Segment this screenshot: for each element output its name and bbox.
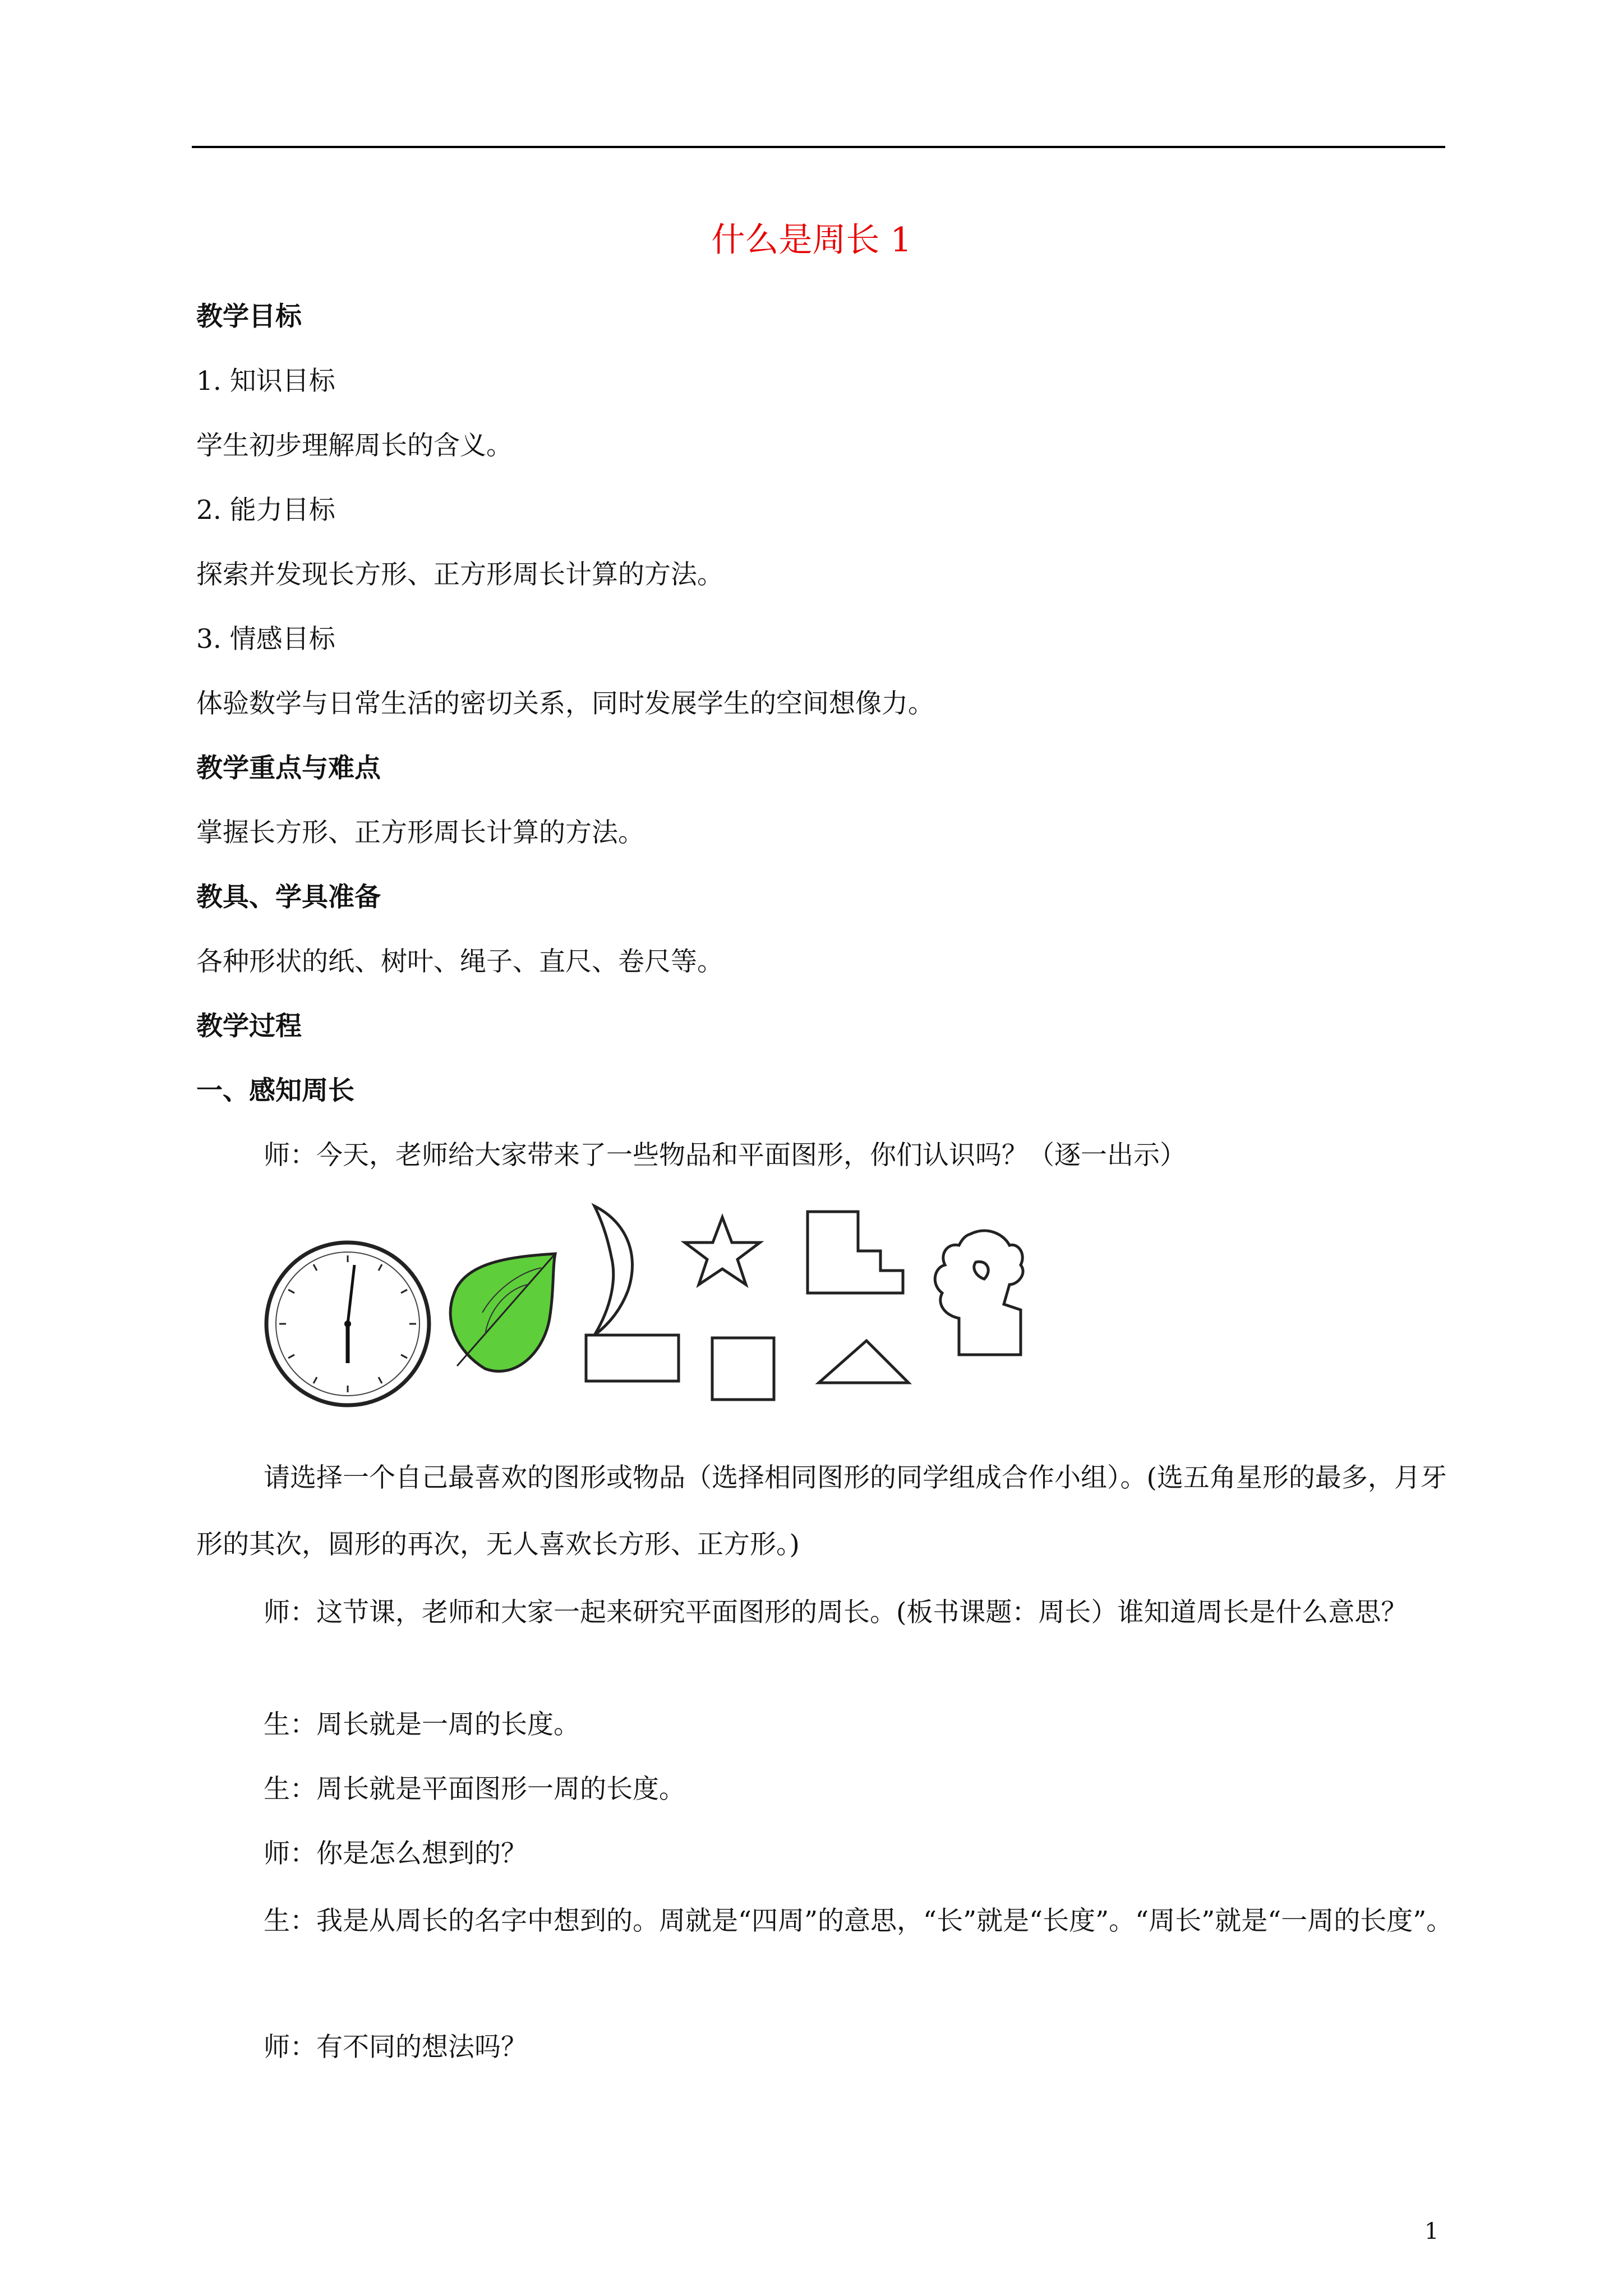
dialogue-3: 师：这节课，老师和大家一起来研究平面图形的周长。(板书课题：周长）谁知道周长是什么意思？ [264, 1597, 1408, 1628]
objective-2-text: 探索并发现长方形、正方形周长计算的方法。 [196, 559, 723, 590]
header-rule [192, 146, 1445, 148]
dialogue-1: 师：今天，老师给大家带来了一些物品和平面图形，你们认识吗？（逐一出示） [264, 1140, 1186, 1171]
key-points-text: 掌握长方形、正方形周长计算的方法。 [196, 817, 644, 848]
dialogue-2: 请选择一个自己最喜欢的图形或物品（选择相同图形的同学组成合作小组）。(选五角星形的最多，月牙形的其次，圆形的再次，无人喜欢长方形、正方形。) [196, 1462, 1447, 1560]
key-points-heading: 教学重点与难点 [196, 753, 381, 784]
crescent-moon-icon [594, 1206, 633, 1335]
leaf-icon [450, 1254, 555, 1371]
square-icon [712, 1338, 774, 1400]
star-icon [685, 1217, 760, 1285]
l-shape-icon [808, 1212, 903, 1293]
part1-heading: 一、感知周长 [196, 1075, 354, 1106]
preparation-text: 各种形状的纸、树叶、绳子、直尺、卷尺等。 [196, 946, 723, 977]
process-heading: 教学过程 [196, 1011, 302, 1042]
dialogue-6: 师：你是怎么想到的？ [264, 1838, 527, 1869]
dialogue-7: 生：我是从周长的名字中想到的。周就是“四周”的意思，“长”就是“长度”。“周长”就是“一周的长度”。 [264, 1906, 1453, 1936]
objectives-heading: 教学目标 [196, 301, 302, 332]
dialogue-8: 师：有不同的想法吗？ [264, 2032, 527, 2063]
objective-2-label: 2. 能力目标 [196, 495, 335, 526]
dialogue-5: 生：周长就是平面图形一周的长度。 [264, 1774, 685, 1805]
document-title: 什么是周长 1 [711, 220, 912, 260]
objective-1-label: 1. 知识目标 [196, 366, 335, 397]
triangle-icon [819, 1341, 909, 1383]
preparation-heading: 教具、学具准备 [196, 882, 381, 913]
page-number: 1 [1424, 2219, 1439, 2244]
shapes-figure [264, 1200, 1105, 1436]
clock-icon [266, 1243, 429, 1405]
objective-3-label: 3. 情感目标 [196, 624, 335, 655]
dialogue-4: 生：周长就是一周的长度。 [264, 1709, 580, 1740]
objective-1-text: 学生初步理解周长的含义。 [196, 430, 513, 461]
objective-3-text: 体验数学与日常生活的密切关系，同时发展学生的空间想像力。 [196, 688, 934, 719]
irregular-shape-icon [935, 1231, 1023, 1355]
rectangle-icon [586, 1335, 679, 1381]
